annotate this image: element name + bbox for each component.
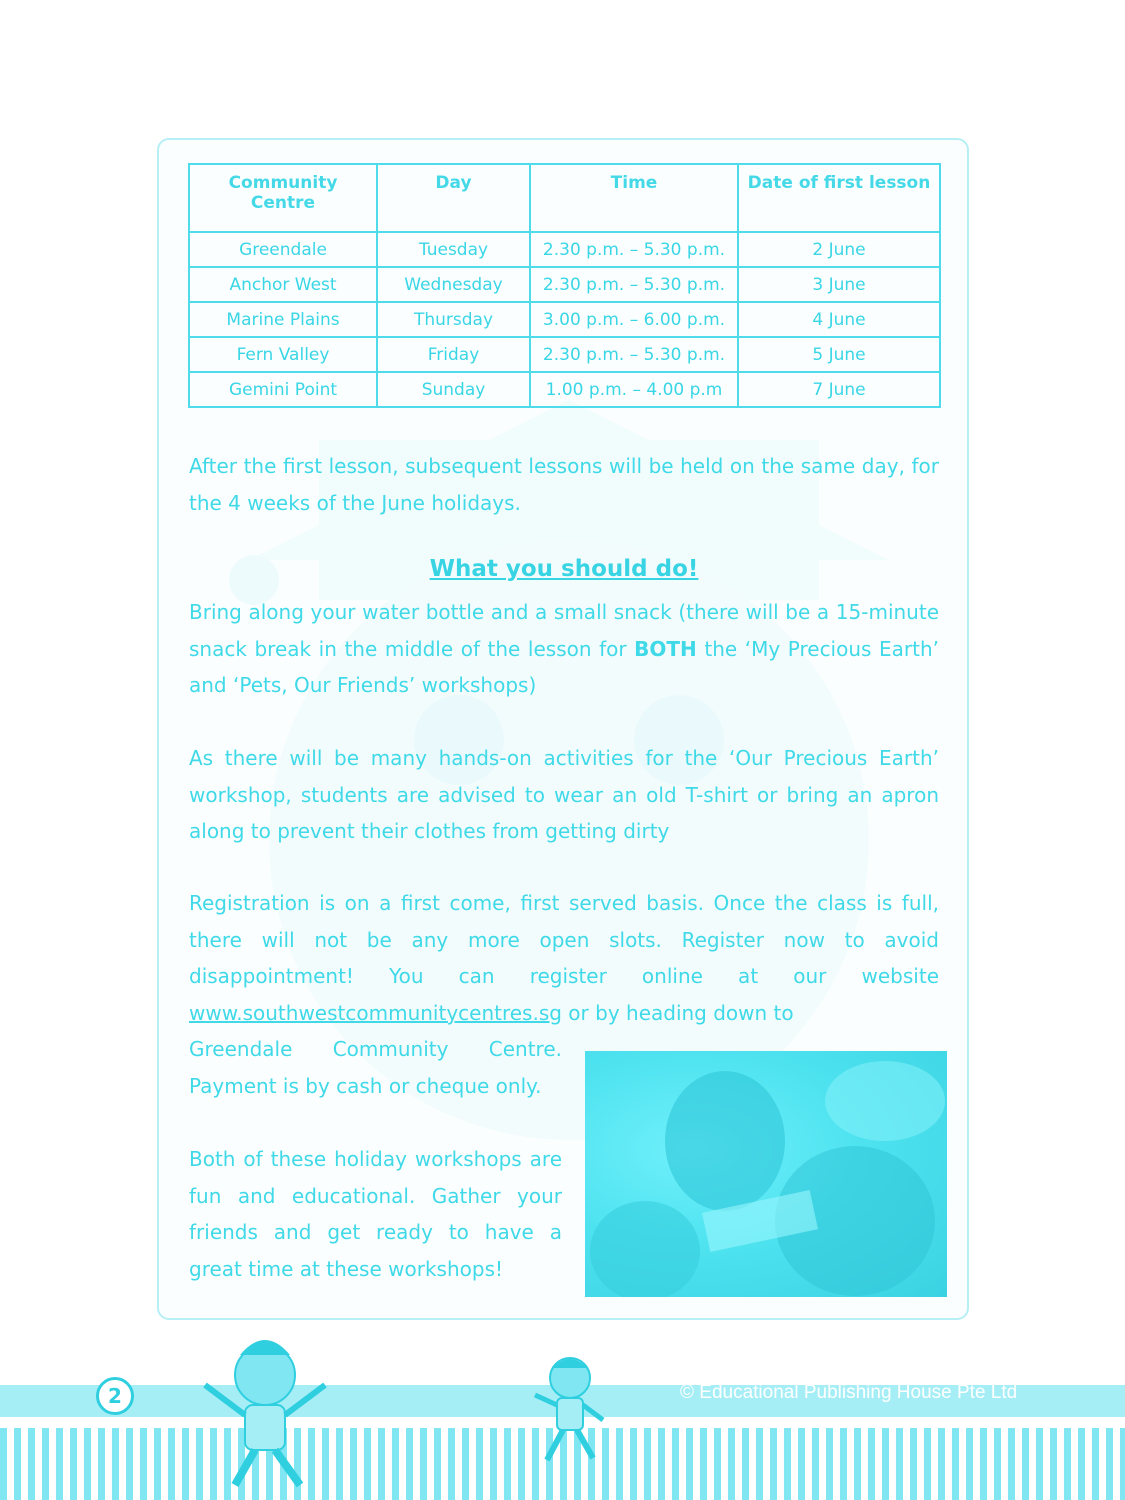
schedule-table — [188, 163, 941, 408]
cell-day: Sunday — [377, 372, 530, 407]
cell-date: 3 June — [738, 267, 940, 302]
registration-paragraph — [189, 885, 939, 1031]
table-header-row — [189, 164, 940, 232]
website-link[interactable]: www.southwestcommunitycentres.sg — [189, 1000, 562, 1025]
table-row — [189, 337, 940, 372]
header-community-centre: Community Centre — [189, 164, 377, 232]
table-row — [189, 267, 940, 302]
bring-paragraph — [189, 594, 939, 704]
intro-paragraph: After the first lesson, subsequent lessons will be held on the same day, for the 4 weeks of the June holidays. — [189, 454, 939, 515]
apron-paragraph: As there will be many hands-on activities for the ‘Our Precious Earth’ workshop, students are advised to wear an old T-shirt or bring an apron along to prevent their clothes from getting dirty — [189, 746, 939, 844]
cell-date: 5 June — [738, 337, 940, 372]
cell-time: 2.30 p.m. – 5.30 p.m. — [530, 267, 738, 302]
closing-paragraph: Both of these holiday workshops are fun and educational. Gather your friends and get ready to have a great time at these workshops! — [189, 1147, 562, 1281]
running-boy-illustration — [525, 1350, 615, 1470]
students-photo — [585, 1051, 947, 1297]
copyright-text: © Educational Publishing House Pte Ltd — [680, 1382, 1018, 1403]
bring-text-1: Bring along your water bottle and a small snack (there will be a 15-minute snack break in the middle of the lesson for — [189, 600, 939, 661]
cell-centre: Gemini Point — [189, 372, 377, 407]
registration-text-1: Registration is on a first come, first served basis. Once the class is full, there will not be any more open slots. Register now to avoid disappointment! You can register online at our website — [189, 891, 939, 989]
cell-day: Tuesday — [377, 232, 530, 267]
header-time: Time — [530, 164, 738, 232]
cell-date: 7 June — [738, 372, 940, 407]
cell-centre: Fern Valley — [189, 337, 377, 372]
cell-date: 4 June — [738, 302, 940, 337]
registration-continued: Greendale Community Centre. Payment is by cash or cheque only. — [189, 1037, 562, 1098]
header-date-first-lesson: Date of first lesson — [738, 164, 940, 232]
section-heading: What you should do! — [429, 556, 699, 582]
cell-centre: Greendale — [189, 232, 377, 267]
cell-centre: Marine Plains — [189, 302, 377, 337]
cell-day: Thursday — [377, 302, 530, 337]
bring-text-2: the ‘My Precious Earth’ and ‘Pets, Our Friends’ workshops) — [189, 636, 940, 698]
table-row — [189, 232, 940, 267]
page-number: 2 — [96, 1377, 134, 1415]
jumping-boy-illustration — [190, 1325, 340, 1495]
cell-centre: Anchor West — [189, 267, 377, 302]
header-day: Day — [377, 164, 530, 232]
table-row — [189, 302, 940, 337]
registration-text-2: or by heading down to — [561, 1000, 794, 1025]
cell-day: Wednesday — [377, 267, 530, 302]
cell-time: 1.00 p.m. – 4.00 p.m — [530, 372, 738, 407]
bring-bold: BOTH — [634, 636, 697, 661]
cell-time: 3.00 p.m. – 6.00 p.m. — [530, 302, 738, 337]
cell-time: 2.30 p.m. – 5.30 p.m. — [530, 337, 738, 372]
cell-date: 2 June — [738, 232, 940, 267]
cell-day: Friday — [377, 337, 530, 372]
table-row — [189, 372, 940, 407]
cell-time: 2.30 p.m. – 5.30 p.m. — [530, 232, 738, 267]
